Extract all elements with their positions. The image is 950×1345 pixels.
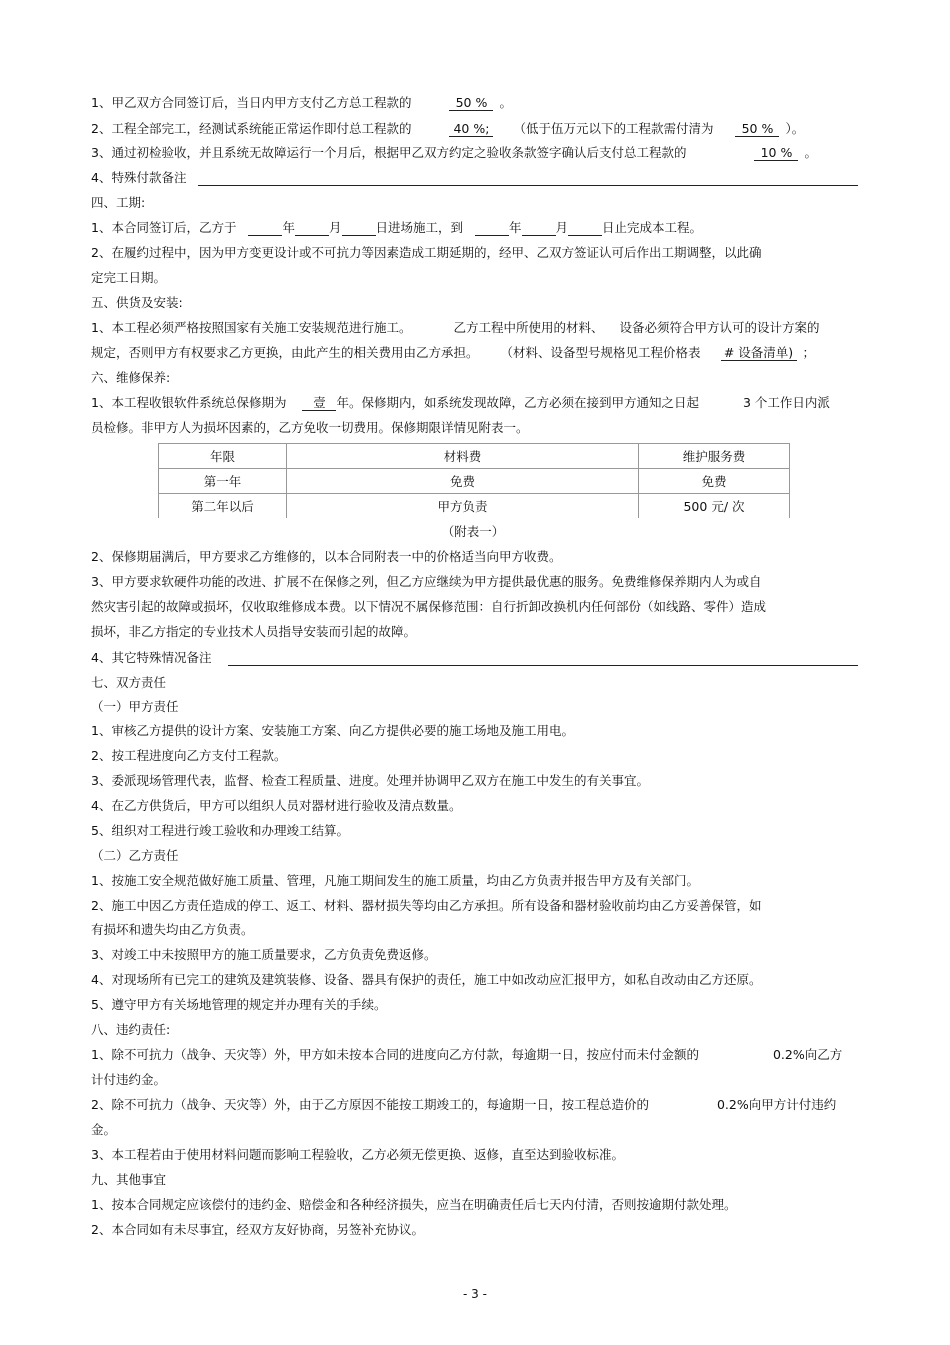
other-line-2: 2、本合同如有未尽事宜，经双方友好协商，另签补充协议。 xyxy=(91,1222,424,1237)
supply-text: 规定，否则甲方有权要求乙方更换，由此产生的相关费用由乙方承担。 xyxy=(91,345,479,360)
section-heading: 四、工期: xyxy=(91,195,146,210)
table-cell: 甲方负责 xyxy=(287,494,639,519)
schedule-text: 日止完成本工程。 xyxy=(602,220,703,235)
section-heading: 八、违约责任: xyxy=(91,1022,171,1037)
supply-text: 乙方工程中所使用的材料、 xyxy=(453,320,604,335)
supply-line-1 xyxy=(91,320,820,336)
payment-text: 。 xyxy=(804,145,817,160)
supply-text: 1、本工程必须严格按照国家有关施工安装规范进行施工。 xyxy=(91,320,412,335)
schedule-line-3: 定完工日期。 xyxy=(91,270,167,285)
blank-field xyxy=(342,220,376,236)
table-cell: 免费 xyxy=(287,469,639,494)
section-heading: 七、双方责任 xyxy=(91,675,167,690)
payment-value: 50 % xyxy=(449,95,493,111)
maintenance-text: 3 个工作日内派 xyxy=(742,395,830,410)
maintenance-line-1 xyxy=(91,395,830,411)
blank-field xyxy=(568,220,602,236)
payment-line-4 xyxy=(91,170,186,186)
schedule-line-1 xyxy=(91,220,702,236)
payment-text: 4、特殊付款备注 xyxy=(91,170,187,185)
duty-item: 2、按工程进度向乙方支付工程款。 xyxy=(91,748,287,763)
schedule-text: 年 xyxy=(509,220,522,235)
supply-text: 设备必须符合甲方认可的设计方案的 xyxy=(619,320,820,335)
warranty-table xyxy=(158,443,790,518)
breach-text: 2、除不可抗力（战争、天灾等）外，由于乙方原因不能按工期竣工的，每逾期一日，按工程总造价的 xyxy=(91,1097,649,1112)
breach-line-5: 3、本工程若由于使用材料问题而影响工程验收，乙方必须无偿更换、返修，直至达到验收标准。 xyxy=(91,1147,624,1162)
breach-line-2: 计付违约金。 xyxy=(91,1072,167,1087)
maintenance-line-3: 2、保修期届满后，甲方要求乙方维修的，以本合同附表一中的价格适当向甲方收费。 xyxy=(91,549,562,564)
payment-value: 40 %; xyxy=(449,121,493,137)
table-header: 材料费 xyxy=(287,444,639,469)
payment-value: 50 % xyxy=(735,121,779,137)
schedule-text: 月 xyxy=(555,220,569,235)
maintenance-line-2: 员检修。非甲方人为损坏因素的，乙方免收一切费用。保修期限详情见附表一。 xyxy=(91,420,529,435)
payment-line-3 xyxy=(91,145,817,161)
supply-line-2 xyxy=(91,345,815,361)
table-row xyxy=(159,469,790,494)
payment-text: （低于伍万元以下的工程款需付清为 xyxy=(513,121,714,136)
payment-line-1 xyxy=(91,95,512,111)
payment-text: 。 xyxy=(499,95,512,110)
table-header: 维护服务费 xyxy=(639,444,790,469)
other-line-1: 1、按本合同规定应该偿付的违约金、赔偿金和各种经济损失，应当在明确责任后七天内付清，否则按逾期付款处理。 xyxy=(91,1197,737,1212)
section-heading: 九、其他事宜 xyxy=(91,1172,167,1187)
duty-item: 5、组织对工程进行竣工验收和办理竣工结算。 xyxy=(91,823,349,838)
supply-text: （材料、设备型号规格见工程价格表 xyxy=(500,345,701,360)
blank-field xyxy=(295,220,329,236)
supply-text: ； xyxy=(802,345,816,360)
blank-field xyxy=(475,220,509,236)
subsection-heading: （二）乙方责任 xyxy=(91,848,179,863)
table-cell: 第一年 xyxy=(159,469,287,494)
table-cell: 第二年以后 xyxy=(159,494,287,519)
table-cell: 免费 xyxy=(639,469,790,494)
warranty-years: 壹 xyxy=(302,395,336,411)
breach-line-1 xyxy=(91,1047,842,1063)
duty-item: 2、施工中因乙方责任造成的停工、返工、材料、器材损失等均由乙方承担。所有设备和器材验收前均由乙方妥善保管，如 xyxy=(91,898,762,913)
table-row xyxy=(159,494,790,519)
payment-text: 1、甲乙双方合同签订后，当日内甲方支付乙方总工程款的 xyxy=(91,95,412,110)
maintenance-text: 1、本工程收银软件系统总保修期为 xyxy=(91,395,287,410)
maintenance-line-6: 损坏，非乙方指定的专业技术人员指导安装而引起的故障。 xyxy=(91,624,417,639)
blank-field xyxy=(522,220,556,236)
duty-item: 有损坏和遗失均由乙方负责。 xyxy=(91,922,254,937)
blank-line xyxy=(228,665,858,666)
schedule-text: 日进场施工，到 xyxy=(375,220,464,235)
breach-text: 0.2%向甲方计付违约 xyxy=(716,1097,837,1112)
schedule-text: 1、本合同签订后，乙方于 xyxy=(91,220,237,235)
blank-field xyxy=(248,220,282,236)
duty-item: 4、在乙方供货后，甲方可以组织人员对器材进行验收及清点数量。 xyxy=(91,798,462,813)
section-heading: 五、供货及安装: xyxy=(91,295,183,310)
payment-line-2 xyxy=(91,121,804,137)
page-number: - 3 - xyxy=(463,1287,487,1301)
maintenance-line-7: 4、其它特殊情况备注 xyxy=(91,650,212,665)
duty-item: 5、遵守甲方有关场地管理的规定并办理有关的手续。 xyxy=(91,997,387,1012)
maintenance-line-4: 3、甲方要求软硬件功能的改进、扩展不在保修之列，但乙方应继续为甲方提供最优惠的服务。免费维修保养期内人为或自 xyxy=(91,574,762,589)
payment-text: 3、通过初检验收，并且系统无故障运行一个月后，根据甲乙双方约定之验收条款签字确认后支付总工程款的 xyxy=(91,145,687,160)
schedule-line-2: 2、在履约过程中，因为甲方变更设计或不可抗力等因素造成工期延期的，经甲、乙双方签证认可后作出工期调整，以此确 xyxy=(91,245,762,260)
breach-text: 0.2%向乙方 xyxy=(772,1047,843,1062)
duty-item: 3、委派现场管理代表，监督、检查工程质量、进度。处理并协调甲乙双方在施工中发生的有关事宜。 xyxy=(91,773,649,788)
maintenance-line-5: 然灾害引起的故障或损坏，仅收取维修成本费。以下情况不属保修范围：自行折卸改换机内任何部份（如线路、零件）造成 xyxy=(91,599,767,614)
maintenance-text: 年。保修期内，如系统发现故障，乙方必须在接到甲方通知之日起 xyxy=(336,395,699,410)
supply-value: # 设备清单) xyxy=(721,345,797,361)
table-header: 年限 xyxy=(159,444,287,469)
payment-value: 10 % xyxy=(754,145,798,161)
duty-item: 3、对竣工中未按照甲方的施工质量要求，乙方负责免费返修。 xyxy=(91,947,437,962)
schedule-text: 年 xyxy=(282,220,295,235)
breach-line-3 xyxy=(91,1097,836,1113)
schedule-text: 月 xyxy=(328,220,342,235)
section-heading: 六、维修保养: xyxy=(91,370,171,385)
breach-text: 1、除不可抗力（战争、天灾等）外，甲方如未按本合同的进度向乙方付款，每逾期一日，按应付而未付金额的 xyxy=(91,1047,699,1062)
duty-item: 1、审核乙方提供的设计方案、安装施工方案、向乙方提供必要的施工场地及施工用电。 xyxy=(91,723,574,738)
blank-line xyxy=(198,185,858,186)
table-cell: 500 元/ 次 xyxy=(639,494,790,519)
table-caption: （附表一） xyxy=(441,524,505,539)
subsection-heading: （一）甲方责任 xyxy=(91,699,179,714)
breach-line-4: 金。 xyxy=(91,1122,117,1137)
duty-item: 1、按施工安全规范做好施工质量、管理，凡施工期间发生的施工质量，均由乙方负责并报告甲方及有关部门。 xyxy=(91,873,699,888)
table-header-row xyxy=(159,444,790,469)
payment-text: ）。 xyxy=(785,121,805,136)
payment-text: 2、工程全部完工，经测试系统能正常运作即付总工程款的 xyxy=(91,121,412,136)
duty-item: 4、对现场所有已完工的建筑及建筑装修、设备、器具有保护的责任，施工中如改动应汇报甲方，如私自改动由乙方还原。 xyxy=(91,972,762,987)
